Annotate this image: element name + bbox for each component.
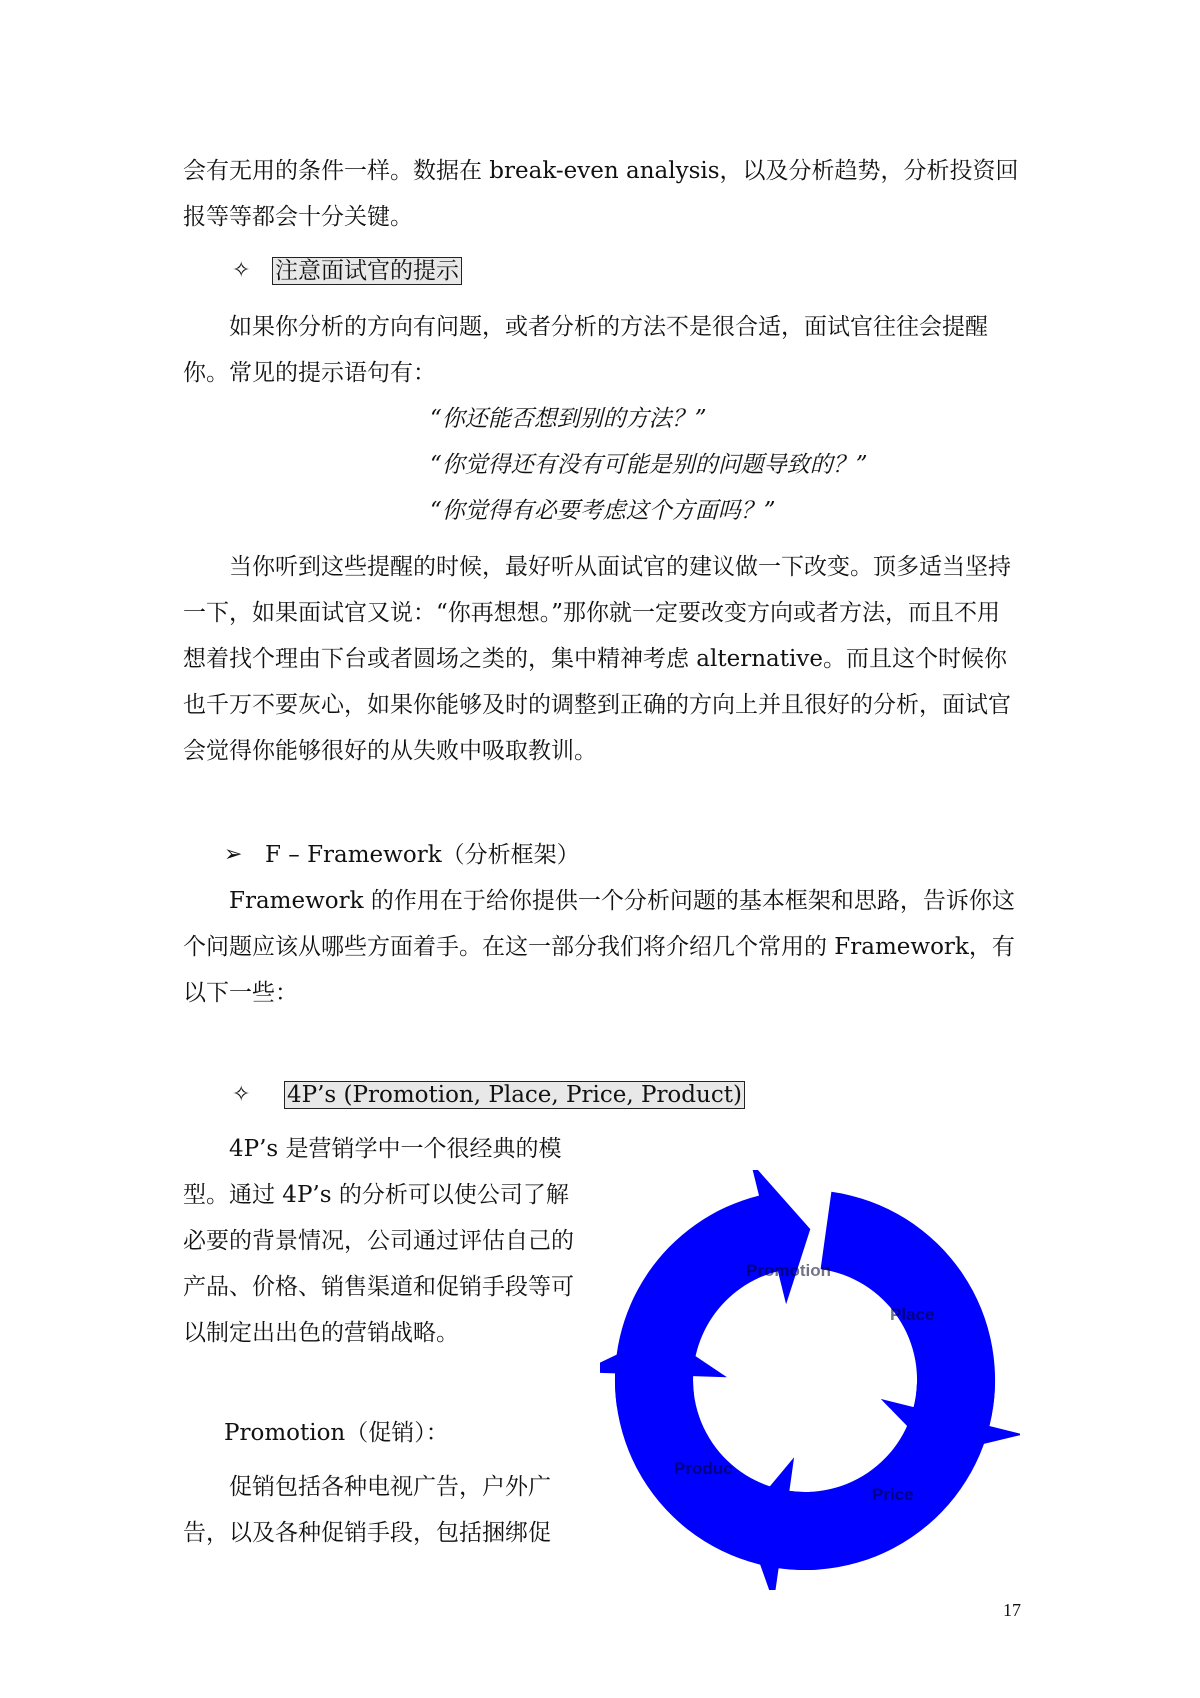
section-heading-tip-text: 注意面试官的提示: [272, 257, 462, 285]
section-heading-4ps-text: 4P’s (Promotion, Place, Price, Product): [284, 1081, 745, 1109]
paragraph-framework-intro: Framework 的作用在于给你提供一个分析问题的基本框架和思路，告诉你这个问题应该从哪些方面着手。在这一部分我们将介绍几个常用的 Framework，有以下一些：: [183, 888, 1015, 1006]
diagram-label-price: Price: [872, 1485, 914, 1504]
product-arrow: [600, 1333, 818, 1570]
diagram-label-product: Produc: [674, 1459, 733, 1478]
paragraph-promotion: 促销包括各种电视广告，户外广告，以及各种促销手段，包括捆绑促: [183, 1474, 551, 1546]
diagram-label-place: Place: [890, 1305, 935, 1324]
paragraph-break-even: 会有无用的条件一样。数据在 break-even analysis，以及分析趋势，分析投资回报等等都会十分关键。: [183, 158, 1019, 230]
section-heading-4ps: [284, 1072, 745, 1118]
section-heading-tip: [272, 248, 462, 294]
paragraph-4ps-intro: 4P’s 是营销学中一个很经典的模型。通过 4P’s 的分析可以使公司了解必要的背景情况，公司通过评估自己的产品、价格、销售渠道和促销手段等可以制定出出色的营销战略。: [183, 1136, 574, 1346]
4ps-cycle-diagram: [600, 1170, 1020, 1590]
quote-3: “你觉得有必要考虑这个方面吗？”: [430, 498, 776, 524]
diamond-bullet-icon: ✧: [232, 258, 251, 283]
paragraph-hint-intro: 如果你分析的方向有问题，或者分析的方法不是很合适，面试官往往会提醒你。常见的提示语句有：: [183, 314, 988, 386]
quote-2: “你觉得还有没有可能是别的问题导致的？”: [430, 452, 868, 478]
diamond-bullet-icon: ✧: [232, 1082, 251, 1107]
cycle-arrows: [600, 1170, 1020, 1590]
promotion-heading: Promotion（促销）：: [224, 1420, 449, 1446]
paragraph-hint-advice: 当你听到这些提醒的时候，最好听从面试官的建议做一下改变。顶多适当坚持一下，如果面试官又说：“你再想想。”那你就一定要改变方向或者方法，而且不用想着找个理由下台或者圆场之类的，集中精神考虑 alternative。而且这个时候你也千万不要灰心，如果你能够及时的调整到正确的方向上并且很好的分析，面试官会觉得你能够很好的从失败中吸取教训。: [183, 554, 1011, 764]
section-heading-framework: F – Framework（分析框架）: [265, 842, 580, 868]
arrow-bullet-icon: ➢: [224, 842, 243, 867]
page-number: 17: [1003, 1600, 1021, 1620]
quote-1: “你还能否想到别的方法？”: [430, 406, 707, 432]
diagram-label-promotion: Promotion: [746, 1261, 831, 1280]
